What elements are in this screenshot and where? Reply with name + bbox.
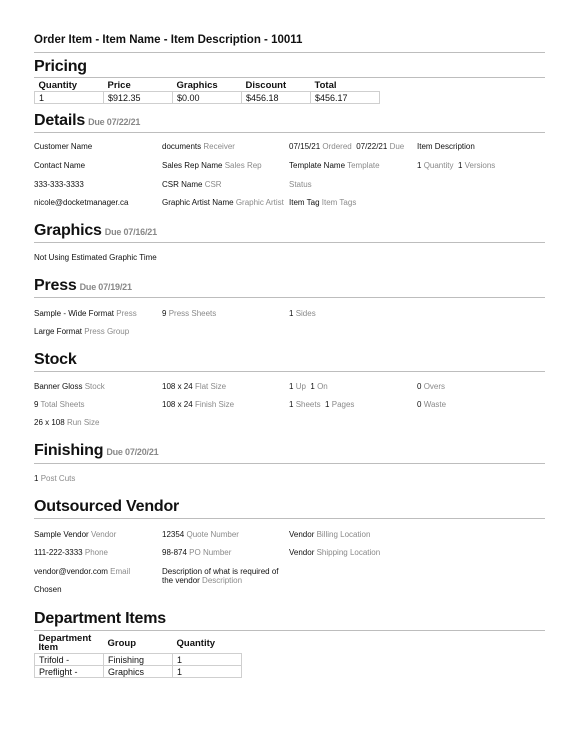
vendor-label: Vendor xyxy=(90,530,117,539)
up-on-field xyxy=(289,382,328,391)
csr-field xyxy=(162,180,222,189)
due-label: Due xyxy=(389,142,405,151)
flat-size-value: 108 x 24 xyxy=(162,382,193,391)
title-divider xyxy=(34,52,545,53)
graphics-due-date: Due 07/16/21 xyxy=(104,227,157,237)
finish-size-value: 108 x 24 xyxy=(162,400,193,409)
post-cuts-label: Post Cuts xyxy=(40,474,76,483)
department-item-cell: Trifold - xyxy=(35,654,104,666)
sales-rep-label: Sales Rep xyxy=(224,161,262,170)
pricing-col-discount: Discount xyxy=(245,80,287,91)
pricing-divider xyxy=(34,77,545,78)
stock-heading: Stock xyxy=(34,351,77,368)
pricing-col-price: Price xyxy=(107,80,131,91)
po-number-label: PO Number xyxy=(189,548,232,557)
billing-location-label: Billing Location xyxy=(316,530,371,539)
press-field xyxy=(34,309,137,318)
shipping-location-field xyxy=(289,548,380,557)
pages-label: Pages xyxy=(331,400,355,409)
ordered-label: Ordered xyxy=(322,142,352,151)
press-heading xyxy=(34,277,132,295)
run-size-value: 26 x 108 xyxy=(34,418,65,427)
waste-field xyxy=(417,400,446,409)
csr-value: CSR Name xyxy=(162,180,203,189)
receiver-value: documents xyxy=(162,142,202,151)
graphics-note: Not Using Estimated Graphic Time xyxy=(34,253,157,262)
item-tag-value: Item Tag xyxy=(289,198,320,207)
department-items-divider xyxy=(34,630,545,631)
item-description: Item Description xyxy=(417,142,475,151)
department-col-group: Group xyxy=(107,637,136,649)
versions-label: Versions xyxy=(464,161,496,170)
pricing-heading: Pricing xyxy=(34,58,87,75)
pricing-graphics-cell: $0.00 xyxy=(173,92,242,104)
overs-value: 0 xyxy=(417,382,422,391)
finishing-heading-text: Finishing xyxy=(34,442,104,459)
pricing-header-row xyxy=(35,80,380,92)
quote-number-value: 12354 xyxy=(162,530,185,539)
stock-label: Stock xyxy=(84,382,105,391)
vendor-divider xyxy=(34,518,545,519)
department-group-cell: Finishing xyxy=(104,654,173,666)
customer-name: Customer Name xyxy=(34,142,93,151)
pricing-col-total: Total xyxy=(314,80,337,91)
contact-name: Contact Name xyxy=(34,161,86,170)
pricing-col-graphics: Graphics xyxy=(176,80,218,91)
vendor-phone-label: Phone xyxy=(84,548,109,557)
dates-field xyxy=(289,142,404,151)
vendor-value: Sample Vendor xyxy=(34,530,89,539)
vendor-field xyxy=(34,530,116,539)
department-item-cell: Preflight - xyxy=(35,666,104,678)
finishing-divider xyxy=(34,463,545,464)
finish-size-field xyxy=(162,400,234,409)
pricing-table xyxy=(34,80,380,104)
press-group-value: Large Format xyxy=(34,327,83,336)
post-cuts-field xyxy=(34,474,75,483)
press-group-field xyxy=(34,327,129,336)
vendor-heading: Outsourced Vendor xyxy=(34,498,180,515)
vendor-phone-value: 111-222-3333 xyxy=(34,548,83,557)
finish-size-label: Finish Size xyxy=(194,400,235,409)
finishing-due-date: Due 07/20/21 xyxy=(106,447,159,457)
stock-divider xyxy=(34,371,545,372)
stock-field xyxy=(34,382,105,391)
quantity-value: 1 xyxy=(417,161,422,170)
sides-field xyxy=(289,309,316,318)
department-col-quantity: Quantity xyxy=(176,637,216,649)
versions-value: 1 xyxy=(457,161,463,170)
press-divider xyxy=(34,297,545,298)
finishing-heading xyxy=(34,442,158,460)
pricing-quantity-cell: 1 xyxy=(35,92,104,104)
sales-rep-field xyxy=(162,161,262,170)
table-row xyxy=(35,666,242,678)
quote-number-field xyxy=(162,530,239,539)
graphics-heading-text: Graphics xyxy=(34,222,102,239)
vendor-email-value: vendor@vendor.com xyxy=(34,567,108,576)
vendor-email-label: Email xyxy=(110,567,131,576)
item-tag-label: Item Tags xyxy=(321,198,357,207)
table-row xyxy=(35,654,242,666)
vendor-email-field xyxy=(34,567,130,576)
quantity-label: Quantity xyxy=(423,161,454,170)
press-value: Sample - Wide Format xyxy=(34,309,115,318)
press-due-date: Due 07/19/21 xyxy=(79,282,132,292)
graphics-divider xyxy=(34,242,545,243)
pricing-row xyxy=(35,92,380,104)
department-col-item: Department Item xyxy=(38,633,92,653)
vendor-phone-field xyxy=(34,548,108,557)
press-sheets-label: Press Sheets xyxy=(168,309,217,318)
department-items-heading: Department Items xyxy=(34,610,166,627)
billing-location-field xyxy=(289,530,370,539)
graphic-artist-value: Graphic Artist Name xyxy=(162,198,234,207)
vendor-description-label: Description xyxy=(202,576,243,585)
sheets-pages-field xyxy=(289,400,354,409)
customer-phone: 333-333-3333 xyxy=(34,180,84,189)
vendor-description-value: Description of what is required of the vendor xyxy=(162,567,279,585)
vendor-description-field xyxy=(162,567,287,585)
graphic-artist-label: Graphic Artist xyxy=(235,198,284,207)
sales-rep-value: Sales Rep Name xyxy=(162,161,223,170)
on-value: 1 xyxy=(310,382,315,391)
flat-size-field xyxy=(162,382,226,391)
due-date: 07/22/21 xyxy=(356,142,388,151)
sheets-label: Sheets xyxy=(295,400,321,409)
document-title: Order Item - Item Name - Item Description - 10011 xyxy=(34,34,303,46)
total-sheets-field xyxy=(34,400,85,409)
press-heading-text: Press xyxy=(34,277,77,294)
press-sheets-value: 9 xyxy=(162,309,167,318)
billing-location-value: Vendor xyxy=(289,530,315,539)
receiver-label: Receiver xyxy=(203,142,235,151)
total-sheets-label: Total Sheets xyxy=(40,400,85,409)
graphic-artist-field xyxy=(162,198,284,207)
template-label: Template xyxy=(347,161,380,170)
run-size-field xyxy=(34,418,99,427)
press-label: Press xyxy=(116,309,137,318)
stock-value: Banner Gloss xyxy=(34,382,83,391)
details-heading xyxy=(34,112,140,130)
run-size-label: Run Size xyxy=(66,418,100,427)
department-quantity-cell: 1 xyxy=(173,666,242,678)
overs-field xyxy=(417,382,445,391)
press-sheets-field xyxy=(162,309,216,318)
department-group-cell: Graphics xyxy=(104,666,173,678)
graphics-heading xyxy=(34,222,157,240)
template-field xyxy=(289,161,380,170)
template-value: Template Name xyxy=(289,161,346,170)
waste-value: 0 xyxy=(417,400,422,409)
po-number-field xyxy=(162,548,231,557)
department-items-header-row xyxy=(35,633,242,654)
press-group-label: Press Group xyxy=(84,327,130,336)
pricing-price-cell: $912.35 xyxy=(104,92,173,104)
sides-value: 1 xyxy=(289,309,294,318)
flat-size-label: Flat Size xyxy=(194,382,227,391)
shipping-location-label: Shipping Location xyxy=(316,548,381,557)
total-sheets-value: 9 xyxy=(34,400,39,409)
up-value: 1 xyxy=(289,382,294,391)
department-items-table xyxy=(34,633,242,678)
receiver-field xyxy=(162,142,235,151)
waste-label: Waste xyxy=(423,400,447,409)
po-number-value: 98-874 xyxy=(162,548,187,557)
quote-number-label: Quote Number xyxy=(186,530,239,539)
on-label: On xyxy=(317,382,328,391)
pages-value: 1 xyxy=(325,400,330,409)
ordered-date: 07/15/21 xyxy=(289,142,321,151)
department-quantity-cell: 1 xyxy=(173,654,242,666)
details-heading-text: Details xyxy=(34,112,86,129)
post-cuts-value: 1 xyxy=(34,474,39,483)
status-label: Status xyxy=(289,180,312,189)
csr-label: CSR xyxy=(204,180,222,189)
sheets-value: 1 xyxy=(289,400,294,409)
pricing-discount-cell: $456.18 xyxy=(242,92,311,104)
item-tag-field xyxy=(289,198,356,207)
sides-label: Sides xyxy=(295,309,316,318)
customer-email: nicole@docketmanager.ca xyxy=(34,198,129,207)
vendor-chosen-status: Chosen xyxy=(34,585,62,594)
details-divider xyxy=(34,132,545,133)
up-label: Up xyxy=(295,382,306,391)
shipping-location-value: Vendor xyxy=(289,548,315,557)
details-due-date: Due 07/22/21 xyxy=(88,117,141,127)
pricing-total-cell: $456.17 xyxy=(311,92,380,104)
overs-label: Overs xyxy=(423,382,446,391)
pricing-col-quantity: Quantity xyxy=(38,80,78,91)
quantity-versions-field xyxy=(417,161,495,170)
